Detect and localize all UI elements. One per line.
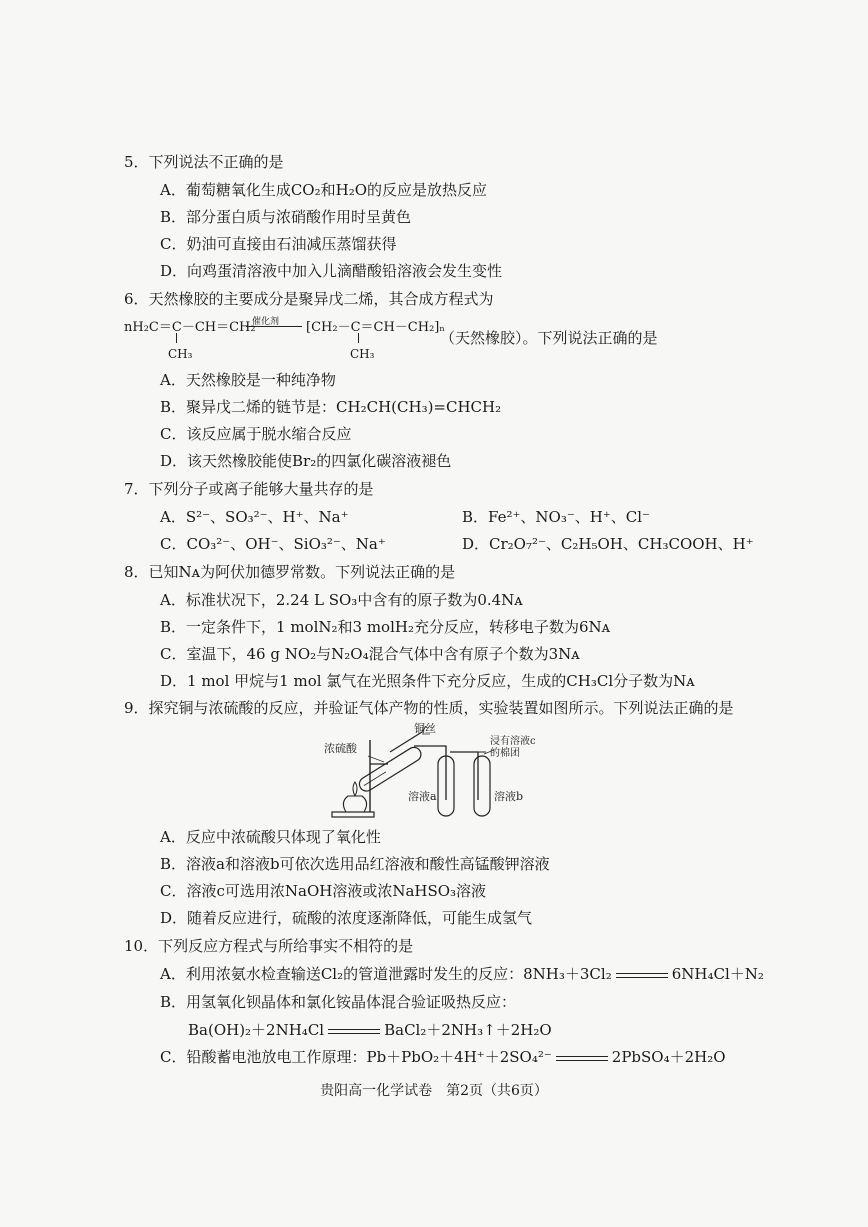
flame-icon	[353, 782, 357, 796]
q9-option-d: D．随着反应进行，硫酸的浓度逐渐降低，可能生成氢气	[160, 909, 533, 927]
q8-option-c: C．室温下，46 g NO₂与N₂O₄混合气体中含有原子个数为3Nᴀ	[160, 645, 580, 663]
q6-reaction-arrow	[246, 326, 302, 327]
q10-option-b: B．用氢氧化钡晶体和氯化铵晶体混合验证吸热反应：	[160, 993, 517, 1011]
label-cotton-1: 浸有溶液c	[490, 736, 536, 747]
equals-sign	[616, 973, 668, 978]
label-solution-b: 溶液b	[494, 790, 524, 803]
q9-stem: 9．探究铜与浓硫酸的反应，并验证气体产物的性质，实验装置如图所示。下列说法正确的是	[124, 699, 734, 717]
q5-option-b: B．部分蛋白质与浓硝酸作用时呈黄色	[160, 208, 412, 226]
q10-option-b-left: Ba(OH)₂＋2NH₄Cl	[188, 1021, 325, 1039]
q7-option-a: A．S²⁻、SO₃²⁻、H⁺、Na⁺	[160, 508, 349, 526]
q10-option-a-right: 6NH₄Cl＋N₂	[671, 965, 764, 983]
q8-option-a: A．标准状况下，2.24 L SO₃中含有的原子数为0.4Nᴀ	[160, 591, 523, 609]
q9-apparatus-figure	[318, 722, 558, 822]
q10-option-c	[160, 1047, 726, 1067]
q6-option-d: D．该天然橡胶能使Br₂的四氯化碳溶液褪色	[160, 452, 452, 470]
q10-stem: 10．下列反应方程式与所给事实不相符的是	[124, 937, 414, 955]
q5-option-c: C．奶油可直接由石油减压蒸馏获得	[160, 235, 397, 253]
q5-stem: 5．下列说法不正确的是	[124, 153, 284, 171]
q8-stem: 8．已知Nᴀ为阿伏加德罗常数。下列说法正确的是	[124, 563, 456, 581]
q9-option-a: A．反应中浓硫酸只体现了氧化性	[160, 828, 381, 846]
q8-option-b: B．一定条件下，1 molN₂和3 molH₂充分反应，转移电子数为6Nᴀ	[160, 618, 611, 636]
q10-option-a-text: A．利用浓氨水检查输送Cl₂的管道泄露时发生的反应：	[160, 965, 524, 983]
q6-reaction-left: nH₂C＝C－CH＝CH₂	[124, 320, 256, 335]
q6-stem: 6．天然橡胶的主要成分是聚异戊二烯，其合成方程式为	[124, 290, 494, 308]
q7-stem: 7．下列分子或离子能够大量共存的是	[124, 480, 374, 498]
q6-reaction-suffix: （天然橡胶）。下列说法正确的是	[440, 329, 658, 347]
copper-wire	[390, 732, 422, 752]
q6-option-b: B．聚异戊二烯的链节是：CH₂CH(CH₃)=CHCH₂	[160, 398, 502, 416]
tube-b	[474, 756, 490, 816]
equals-sign	[328, 1029, 380, 1034]
stand-base	[332, 812, 374, 817]
q10-option-a	[160, 964, 764, 984]
q10-option-c-right: 2PbSO₄＋2H₂O	[611, 1048, 726, 1066]
alcohol-lamp-icon	[343, 796, 366, 812]
q8-option-d: D．1 mol 甲烷与1 mol 氯气在光照条件下充分反应，生成的CH₃Cl分子数为Nᴀ	[160, 672, 695, 690]
label-copper: 铜丝	[414, 722, 436, 735]
q6-branch-bond-right	[358, 333, 359, 343]
equals-sign	[556, 1056, 608, 1061]
q10-option-a-left: 8NH₃＋3Cl₂	[523, 965, 612, 983]
q6-option-c: C．该反应属于脱水缩合反应	[160, 425, 352, 443]
q10-option-b-right: BaCl₂＋2NH₃↑＋2H₂O	[384, 1021, 552, 1039]
q5-option-d: D．向鸡蛋清溶液中加入儿滴醋酸铅溶液会发生变性	[160, 262, 503, 280]
q9-option-b: B．溶液a和溶液b可依次选用品红溶液和酸性高锰酸钾溶液	[160, 855, 550, 873]
label-solution-a: 溶液a	[408, 790, 437, 803]
q7-option-d: D．Cr₂O₇²⁻、C₂H₅OH、CH₃COOH、H⁺	[462, 535, 754, 553]
q10-option-b-equation	[188, 1020, 552, 1040]
q10-option-c-text: C．铅酸蓄电池放电工作原理：Pb＋PbO₂＋4H⁺＋2SO₄²⁻	[160, 1048, 552, 1066]
q6-option-a: A．天然橡胶是一种纯净物	[160, 371, 336, 389]
label-cotton-2: 的棉团	[490, 748, 520, 759]
q7-option-c: C．CO₃²⁻、OH⁻、SiO₃²⁻、Na⁺	[160, 535, 386, 553]
q6-branch-right: CH₃	[350, 347, 375, 361]
q9-option-c: C．溶液c可选用浓NaOH溶液或浓NaHSO₃溶液	[160, 882, 487, 900]
page-footer: 贵阳高一化学试卷 第2页（共6页）	[320, 1083, 548, 1099]
q6-reaction-right: [CH₂－C＝CH－CH₂]ₙ	[306, 320, 445, 335]
q6-branch-left: CH₃	[168, 347, 193, 361]
label-acid: 浓硫酸	[324, 742, 357, 755]
q6-catalyst: 催化剂	[252, 317, 280, 327]
q7-option-b: B．Fe²⁺、NO₃⁻、H⁺、Cl⁻	[462, 508, 650, 526]
q5-option-a: A．葡萄糖氧化生成CO₂和H₂O的反应是放热反应	[160, 181, 488, 199]
q6-branch-bond-left	[176, 333, 177, 343]
